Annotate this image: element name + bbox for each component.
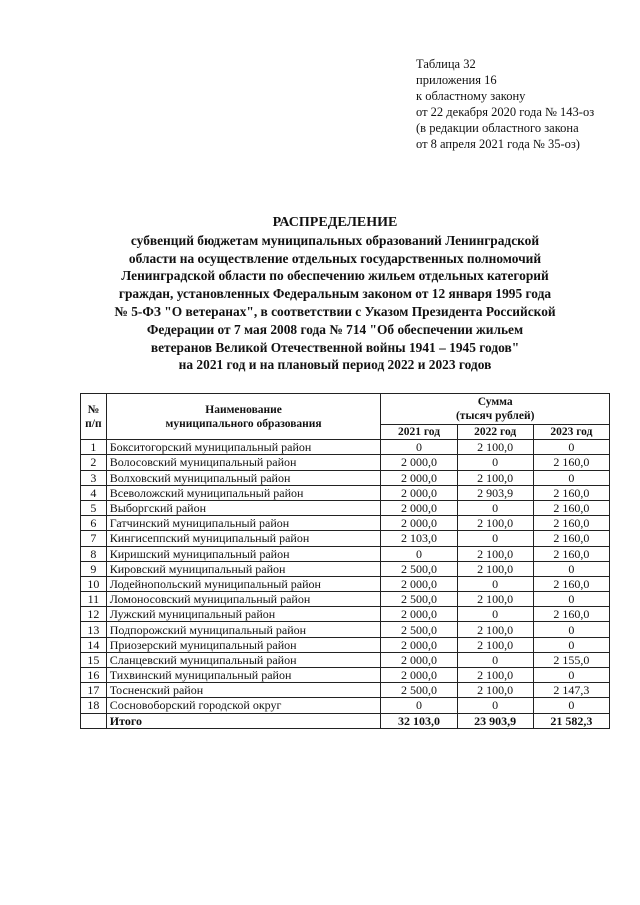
table-row — [81, 576, 610, 591]
title-line: субвенций бюджетам муниципальных образований Ленинградской — [130, 232, 540, 248]
row-name: Сосновоборский городской округ — [106, 698, 381, 713]
row-number: 1 — [81, 440, 107, 455]
total-2023: 21 582,3 — [533, 713, 609, 728]
document-title — [70, 214, 600, 374]
row-value-2021: 2 000,0 — [381, 455, 457, 470]
distribution-table — [80, 393, 610, 729]
row-number: 4 — [81, 485, 107, 500]
title-line: граждан, установленных Федеральным законом от 12 января 1995 года — [118, 286, 552, 302]
title-line: области на осуществление отдельных государственных полномочий — [128, 250, 542, 266]
row-number: 15 — [81, 652, 107, 667]
row-value-2023: 0 — [533, 470, 609, 485]
row-value-2022: 2 903,9 — [457, 485, 533, 500]
table-row — [81, 652, 610, 667]
table-row — [81, 440, 610, 455]
table-row — [81, 500, 610, 515]
row-value-2021: 2 000,0 — [381, 500, 457, 515]
row-value-2023: 2 160,0 — [533, 516, 609, 531]
row-value-2022: 2 100,0 — [457, 683, 533, 698]
row-value-2023: 2 160,0 — [533, 455, 609, 470]
header-number-line2: п/п — [85, 417, 102, 430]
row-number: 11 — [81, 592, 107, 607]
row-number: 3 — [81, 470, 107, 485]
row-name: Бокситогорский муниципальный район — [106, 440, 381, 455]
row-value-2021: 2 500,0 — [381, 592, 457, 607]
row-name: Гатчинский муниципальный район — [106, 516, 381, 531]
row-name: Кировский муниципальный район — [106, 561, 381, 576]
row-value-2023: 0 — [533, 637, 609, 652]
row-value-2022: 2 100,0 — [457, 668, 533, 683]
row-value-2021: 2 500,0 — [381, 683, 457, 698]
table-row — [81, 546, 610, 561]
row-number: 9 — [81, 561, 107, 576]
table-row — [81, 531, 610, 546]
row-number: 18 — [81, 698, 107, 713]
header-name-line2: муниципального образования — [165, 417, 322, 430]
table-row — [81, 516, 610, 531]
header-sum-line1: Сумма — [477, 396, 513, 408]
row-value-2021: 2 000,0 — [381, 576, 457, 591]
total-label: Итого — [106, 713, 381, 728]
total-2022: 23 903,9 — [457, 713, 533, 728]
row-name: Волховский муниципальный район — [106, 470, 381, 485]
note-line: от 22 декабря 2020 года № 143-оз — [416, 105, 595, 119]
row-value-2021: 0 — [381, 440, 457, 455]
row-value-2021: 2 500,0 — [381, 622, 457, 637]
title-heading: РАСПРЕДЕЛЕНИЕ — [272, 215, 398, 230]
table-row — [81, 637, 610, 652]
row-value-2023: 2 160,0 — [533, 485, 609, 500]
row-value-2021: 2 000,0 — [381, 668, 457, 683]
row-number: 8 — [81, 546, 107, 561]
table-row — [81, 622, 610, 637]
total-number-cell — [81, 713, 107, 728]
row-value-2023: 0 — [533, 592, 609, 607]
row-value-2022: 2 100,0 — [457, 637, 533, 652]
row-value-2021: 2 000,0 — [381, 485, 457, 500]
row-value-2021: 2 103,0 — [381, 531, 457, 546]
note-line: к областному закону — [416, 89, 526, 103]
row-name: Приозерский муниципальный район — [106, 637, 381, 652]
row-value-2021: 0 — [381, 546, 457, 561]
row-name: Подпорожский муниципальный район — [106, 622, 381, 637]
row-name: Лодейнопольский муниципальный район — [106, 576, 381, 591]
row-value-2022: 2 100,0 — [457, 440, 533, 455]
row-value-2023: 0 — [533, 698, 609, 713]
table-row — [81, 561, 610, 576]
row-value-2022: 0 — [457, 500, 533, 515]
row-value-2023: 0 — [533, 440, 609, 455]
row-number: 10 — [81, 576, 107, 591]
title-line: № 5-ФЗ "О ветеранах", в соответствии с Указом Президента Российской — [114, 303, 556, 319]
title-line: на 2021 год и на плановый период 2022 и 2023 годов — [178, 357, 492, 373]
row-value-2021: 0 — [381, 698, 457, 713]
row-value-2022: 0 — [457, 576, 533, 591]
table-row — [81, 683, 610, 698]
row-value-2023: 2 147,3 — [533, 683, 609, 698]
row-value-2023: 2 160,0 — [533, 500, 609, 515]
header-year-2022: 2022 год — [457, 425, 533, 440]
row-value-2023: 0 — [533, 622, 609, 637]
row-value-2022: 2 100,0 — [457, 546, 533, 561]
title-line: ветеранов Великой Отечественной войны 1941 – 1945 годов" — [150, 339, 520, 355]
row-value-2023: 0 — [533, 561, 609, 576]
table-row — [81, 455, 610, 470]
row-value-2021: 2 000,0 — [381, 516, 457, 531]
row-name: Киришский муниципальный район — [106, 546, 381, 561]
row-number: 6 — [81, 516, 107, 531]
row-value-2022: 0 — [457, 607, 533, 622]
header-sum — [381, 394, 610, 425]
appendix-note — [416, 56, 594, 152]
header-name-line1: Наименование — [205, 403, 282, 416]
row-value-2021: 2 500,0 — [381, 561, 457, 576]
row-value-2021: 2 000,0 — [381, 470, 457, 485]
row-name: Волосовский муниципальный район — [106, 455, 381, 470]
row-value-2022: 0 — [457, 531, 533, 546]
row-value-2023: 2 160,0 — [533, 576, 609, 591]
row-value-2022: 2 100,0 — [457, 622, 533, 637]
row-name: Тихвинский муниципальный район — [106, 668, 381, 683]
row-name: Выборгский район — [106, 500, 381, 515]
row-number: 2 — [81, 455, 107, 470]
row-value-2023: 2 160,0 — [533, 531, 609, 546]
total-2021: 32 103,0 — [381, 713, 457, 728]
note-line: (в редакции областного закона — [416, 121, 579, 135]
row-value-2022: 2 100,0 — [457, 561, 533, 576]
table-row — [81, 668, 610, 683]
title-line: Ленинградской области по обеспечению жильем отдельных категорий — [121, 268, 549, 284]
row-value-2023: 2 155,0 — [533, 652, 609, 667]
note-line: Таблица 32 — [416, 57, 476, 71]
total-row — [81, 713, 610, 728]
table-row — [81, 470, 610, 485]
table-row — [81, 485, 610, 500]
table-row — [81, 592, 610, 607]
row-value-2022: 2 100,0 — [457, 516, 533, 531]
row-number: 5 — [81, 500, 107, 515]
row-number: 13 — [81, 622, 107, 637]
header-name — [106, 394, 381, 440]
title-line: Федерации от 7 мая 2008 года № 714 "Об обеспечении жильем — [146, 321, 524, 337]
row-value-2023: 2 160,0 — [533, 546, 609, 561]
row-value-2021: 2 000,0 — [381, 637, 457, 652]
row-number: 14 — [81, 637, 107, 652]
row-name: Сланцевский муниципальный район — [106, 652, 381, 667]
header-number-line1: № — [87, 403, 100, 416]
row-name: Лужский муниципальный район — [106, 607, 381, 622]
header-year-2023: 2023 год — [533, 425, 609, 440]
note-line: приложения 16 — [416, 73, 497, 87]
row-number: 16 — [81, 668, 107, 683]
row-value-2023: 0 — [533, 668, 609, 683]
row-number: 17 — [81, 683, 107, 698]
row-number: 7 — [81, 531, 107, 546]
row-value-2023: 2 160,0 — [533, 607, 609, 622]
row-name: Тосненский район — [106, 683, 381, 698]
row-value-2021: 2 000,0 — [381, 607, 457, 622]
row-name: Ломоносовский муниципальный район — [106, 592, 381, 607]
header-year-2021: 2021 год — [381, 425, 457, 440]
row-value-2022: 0 — [457, 652, 533, 667]
row-value-2022: 0 — [457, 698, 533, 713]
row-name: Кингисеппский муниципальный район — [106, 531, 381, 546]
row-name: Всеволожский муниципальный район — [106, 485, 381, 500]
row-number: 12 — [81, 607, 107, 622]
header-sum-line2: (тысяч рублей) — [455, 410, 535, 422]
row-value-2021: 2 000,0 — [381, 652, 457, 667]
row-value-2022: 2 100,0 — [457, 592, 533, 607]
note-line: от 8 апреля 2021 года № 35-оз) — [416, 137, 580, 151]
header-number — [81, 394, 107, 440]
row-value-2022: 2 100,0 — [457, 470, 533, 485]
table-row — [81, 607, 610, 622]
row-value-2022: 0 — [457, 455, 533, 470]
table-row — [81, 698, 610, 713]
